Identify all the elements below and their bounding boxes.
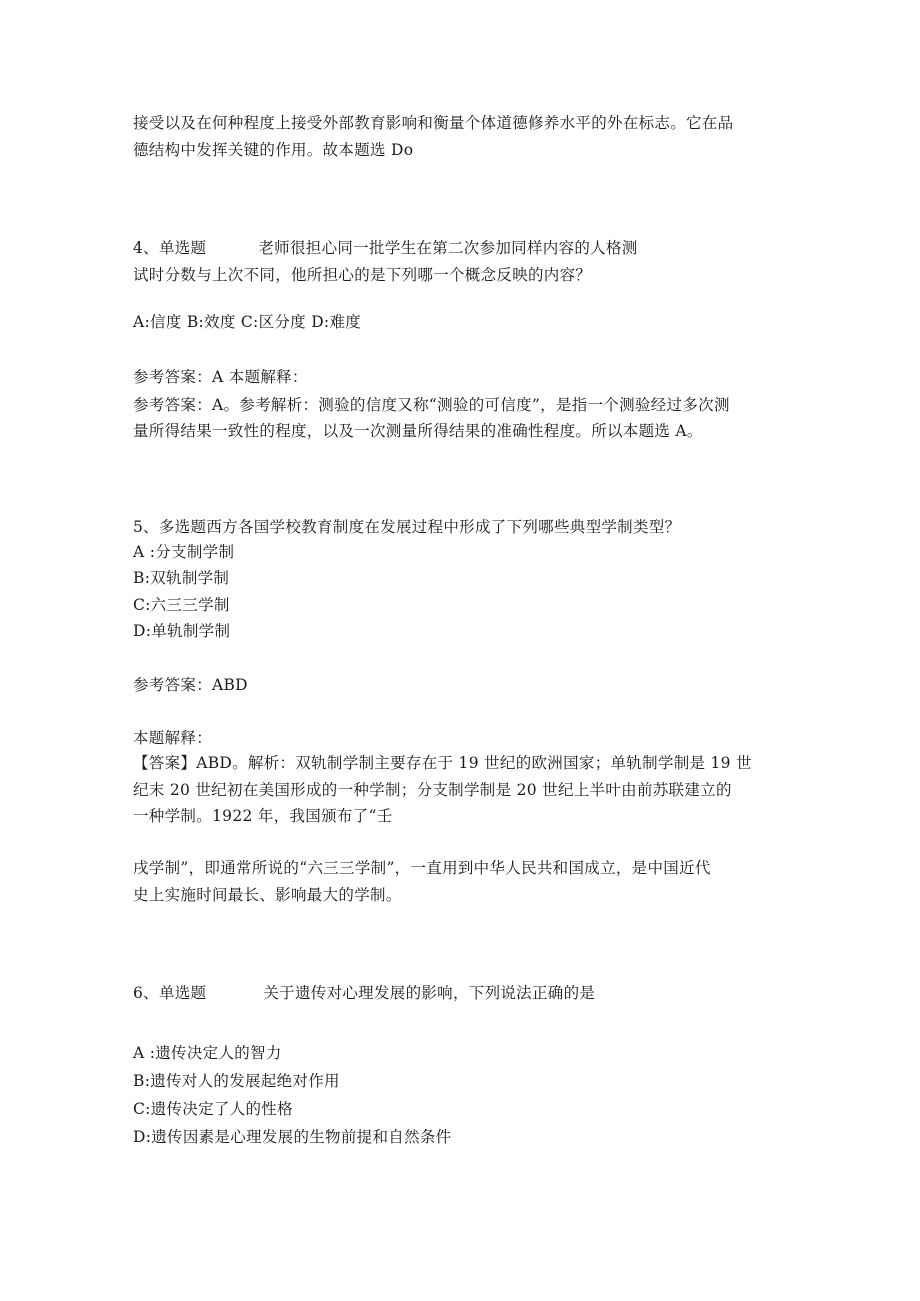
intro-line-2: 德结构中发挥关键的作用。故本题选 Do <box>133 141 414 159</box>
q4-stem-text: 老师很担心同一批学生在第二次参加同样内容的人格测 <box>258 239 638 257</box>
q6-option-b: B:遗传对人的发展起绝对作用 <box>133 1072 340 1090</box>
q6-stem-text: 关于遗传对心理发展的影响，下列说法正确的是 <box>263 984 596 1002</box>
q4-explain-line-2: 量所得结果一致性的程度，以及一次测量所得结果的准确性程度。所以本题选 A。 <box>133 422 703 440</box>
q5-option-a: A :分支制学制 <box>133 543 235 561</box>
q4-number: 4、单选题 <box>133 239 207 257</box>
q6-option-d: D:遗传因素是心理发展的生物前提和自然条件 <box>133 1128 452 1146</box>
q6-number: 6、单选题 <box>133 984 207 1002</box>
intro-line-1: 接受以及在何种程度上接受外部教育影响和衡量个体道德修养水平的外在标志。它在品 <box>133 114 734 132</box>
q5-explain-title: 本题解释： <box>133 729 213 747</box>
q4-stem-line-2: 试时分数与上次不同，他所担心的是下列哪一个概念反映的内容？ <box>133 266 592 284</box>
q5-explain-line-1: 【答案】ABD。解析：双轨制学制主要存在于 19 世纪的欧洲国家；单轨制学制是 19 世 <box>133 754 752 772</box>
q5-option-d: D:单轨制学制 <box>133 622 231 640</box>
q5-explain-line-3: 一种学制。1922 年，我国颁布了“壬 <box>133 807 393 825</box>
q4-answer: 参考答案：A 本题解释： <box>133 368 308 386</box>
q5-explain-line-2: 纪末 20 世纪初在美国形成的一种学制；分支制学制是 20 世纪上半叶由前苏联建立的 <box>133 781 732 799</box>
q4-explain-line-1: 参考答案：A。参考解析：测验的信度又称“测验的可信度”，是指一个测验经过多次测 <box>133 396 730 414</box>
q5-answer: 参考答案：ABD <box>133 676 248 694</box>
q4-stem-line-1 <box>133 238 638 258</box>
q5-option-c: C:六三三学制 <box>133 596 230 614</box>
q4-options: A:信度 B:效度 C:区分度 D:难度 <box>133 313 362 331</box>
q5-explain-line-5: 史上实施时间最长、影响最大的学制。 <box>133 886 402 904</box>
q6-stem-line <box>133 983 595 1003</box>
q5-option-b: B:双轨制学制 <box>133 569 230 587</box>
q6-option-a: A :遗传决定人的智力 <box>133 1044 282 1062</box>
q5-explain-line-4: 戌学制”，即通常所说的“六三三学制”，一直用到中华人民共和国成立，是中国近代 <box>133 859 711 877</box>
q6-option-c: C:遗传决定了人的性格 <box>133 1100 293 1118</box>
q5-stem: 5、多选题西方各国学校教育制度在发展过程中形成了下列哪些典型学制类型？ <box>133 518 681 536</box>
